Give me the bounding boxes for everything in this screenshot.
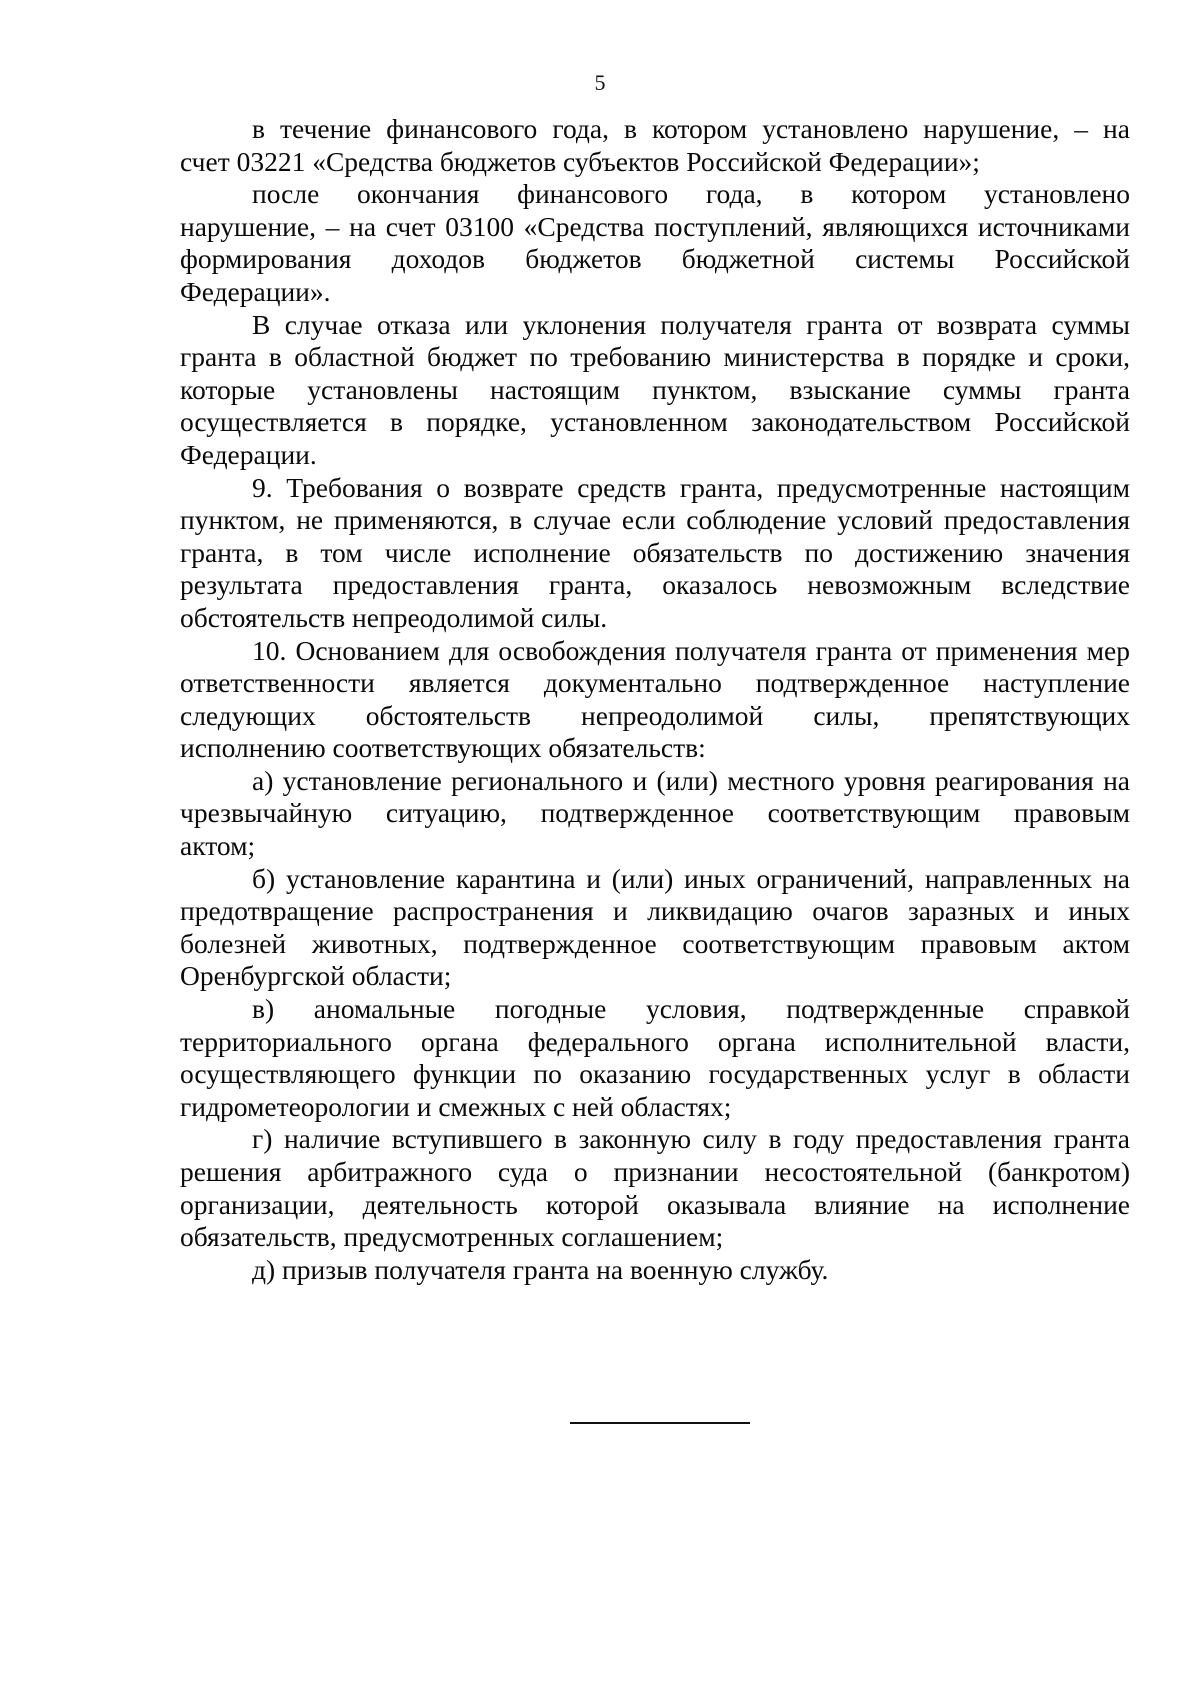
text-line: пунктом, не применяются, в случае если соблюдение условий предоставления	[180, 504, 1130, 536]
text-line: гранта, в том числе исполнение обязательств по достижению значения	[180, 536, 1130, 568]
text-line: ответственности является документально подтвержденное наступление	[180, 667, 1130, 699]
text-line: исполнению соответствующих обязательств:	[180, 732, 706, 764]
document-body	[180, 113, 1130, 1286]
text-line: 9. Требования о возврате средств гранта, предусмотренные настоящим	[252, 471, 1130, 503]
text-line: организации, деятельность которой оказывала влияние на исполнение	[180, 1188, 1130, 1220]
text-line: г) наличие вступившего в законную силу в году предоставления гранта	[252, 1123, 1130, 1155]
text-line: болезней животных, подтвержденное соответствующим правовым актом	[180, 927, 1130, 959]
text-line: осуществляется в порядке, установленном законодательством Российской	[180, 406, 1130, 438]
text-line: д) призыв получателя гранта на военную службу.	[252, 1253, 829, 1285]
text-line: в) аномальные погодные условия, подтвержденные справкой	[252, 993, 1130, 1025]
text-line: Федерации.	[180, 438, 317, 470]
text-line: обязательств, предусмотренных соглашением;	[180, 1221, 724, 1253]
text-line: решения арбитражного суда о признании несостоятельной (банкротом)	[180, 1156, 1130, 1187]
text-line: результата предоставления гранта, оказалось невозможным вследствие	[180, 569, 1130, 601]
text-line: гранта в областной бюджет по требованию министерства в порядке и сроки,	[180, 341, 1130, 373]
text-line: в течение финансового года, в котором установлено нарушение, – на	[252, 113, 1130, 144]
text-line: следующих обстоятельств непреодолимой силы, препятствующих	[180, 699, 1130, 731]
text-line: осуществляющего функции по оказанию государственных услуг в области	[180, 1058, 1130, 1090]
text-line: нарушение, – на счет 03100 «Средства поступлений, являющихся источниками	[180, 210, 1130, 242]
text-line: Оренбургской области;	[180, 960, 452, 992]
page-number: 5	[594, 70, 606, 95]
text-line: которые установлены настоящим пунктом, взыскание суммы гранта	[180, 373, 1130, 405]
text-line: актом;	[180, 830, 256, 862]
text-line: предотвращение распространения и ликвидацию очагов заразных и иных	[180, 895, 1130, 927]
text-line: территориального органа федерального органа исполнительной власти,	[180, 1025, 1130, 1057]
text-line: гидрометеорологии и смежных с ней областях;	[180, 1090, 732, 1122]
text-line: чрезвычайную ситуацию, подтвержденное соответствующим правовым	[180, 797, 1130, 829]
text-line: а) установление регионального и (или) местного уровня реагирования на	[252, 764, 1130, 796]
text-line: формирования доходов бюджетов бюджетной системы Российской	[180, 243, 1130, 275]
text-line: обстоятельств непреодолимой силы.	[180, 601, 608, 633]
text-line: б) установление карантина и (или) иных ограничений, направленных на	[252, 862, 1130, 894]
text-line: после окончания финансового года, в котором установлено	[252, 178, 1130, 210]
text-line: счет 03221 «Средства бюджетов субъектов Российской Федерации»;	[180, 145, 980, 177]
end-separator-line	[570, 1422, 750, 1424]
text-line: Федерации».	[180, 275, 331, 307]
text-line: 10. Основанием для освобождения получателя гранта от применения мер	[252, 634, 1130, 666]
text-line: В случае отказа или уклонения получателя гранта от возврата суммы	[252, 308, 1130, 340]
